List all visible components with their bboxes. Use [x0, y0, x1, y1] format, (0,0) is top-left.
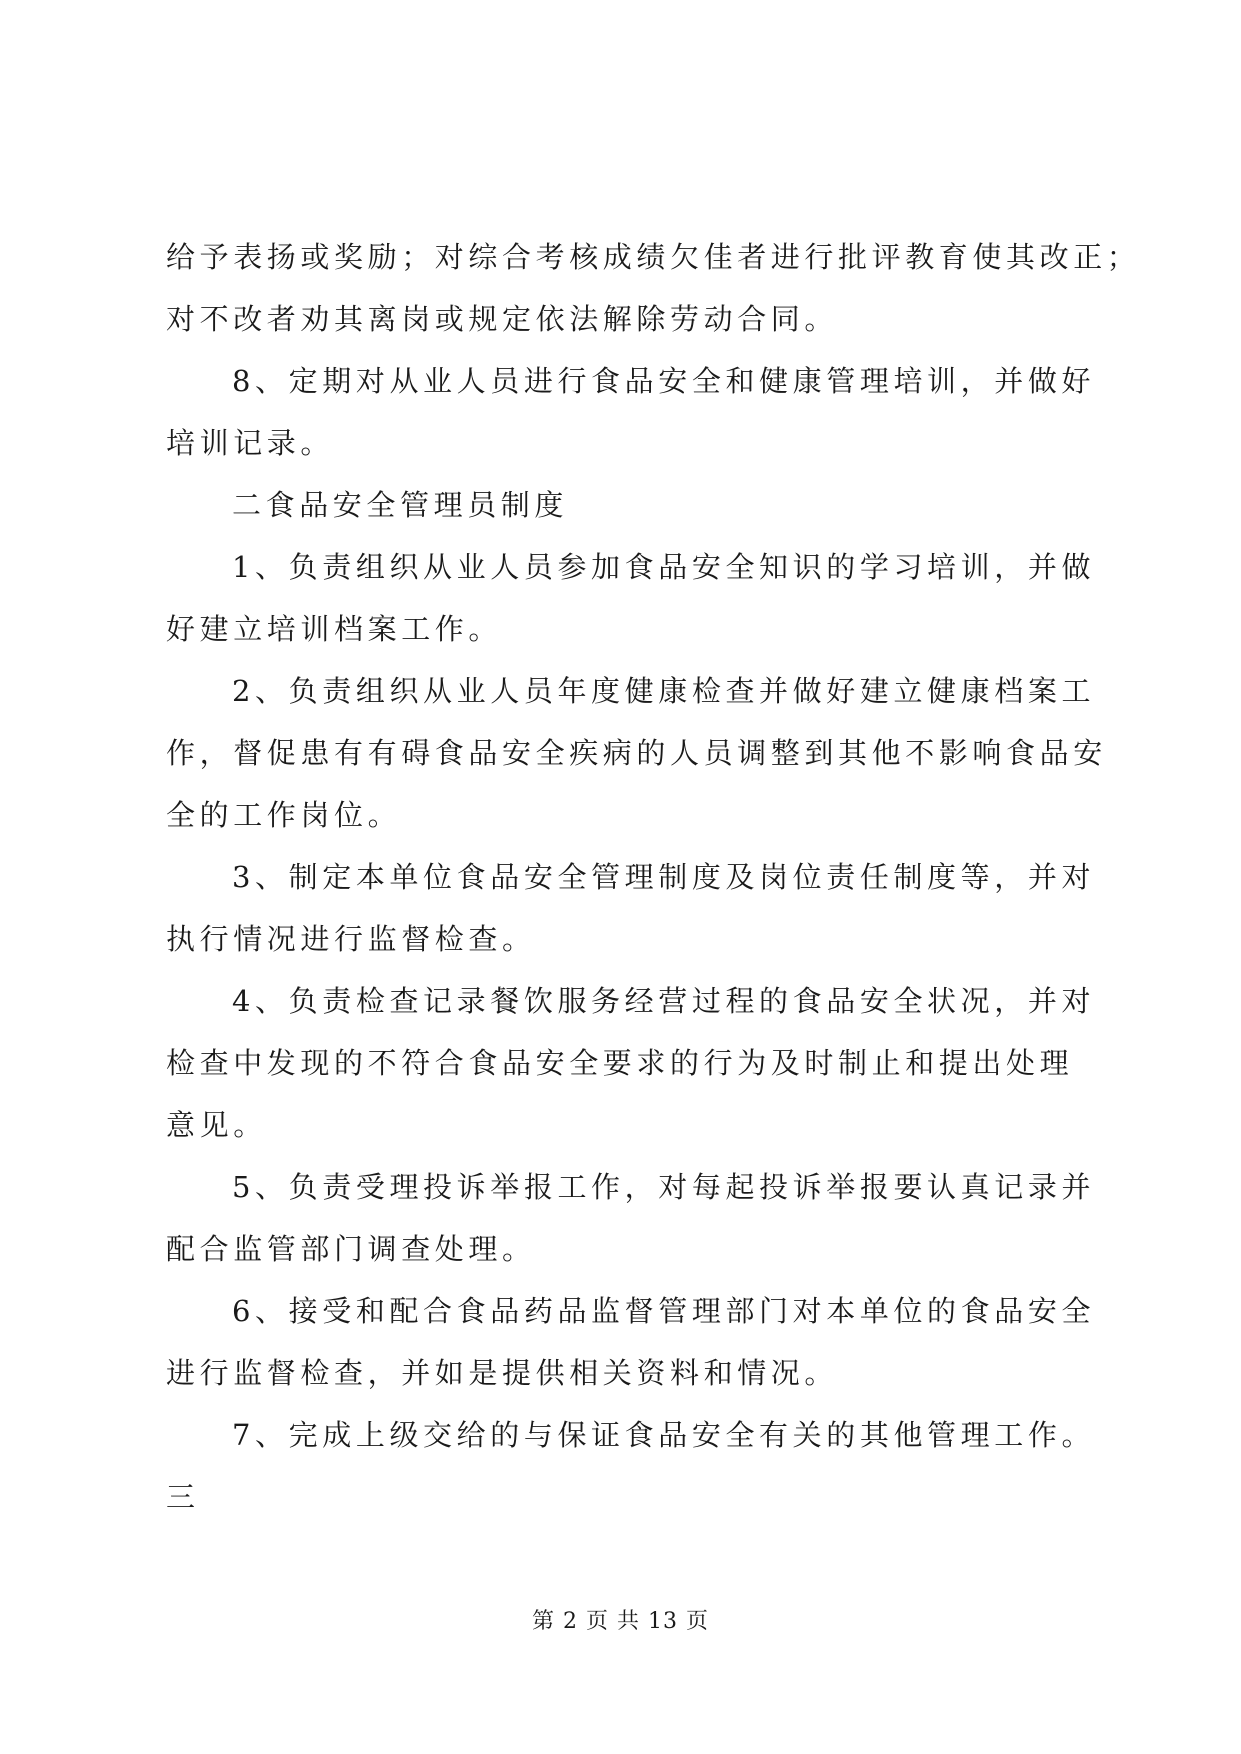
section-heading: 二食品安全管理员制度: [232, 488, 569, 522]
text-line: 检查中发现的不符合食品安全要求的行为及时制止和提出处理: [166, 1046, 1074, 1080]
text-line: 好建立培训档案工作。: [166, 612, 503, 646]
paragraph-item-1: 1、负责组织从业人员参加食品安全知识的学习培训，并做: [232, 550, 1096, 584]
text-line: 对不改者劝其离岗或规定依法解除劳动合同。: [166, 302, 839, 336]
section-heading-partial: 三: [166, 1480, 200, 1514]
paragraph-item-6: 6、接受和配合食品药品监督管理部门对本单位的食品安全: [232, 1294, 1096, 1328]
text-line: 配合监管部门调查处理。: [166, 1232, 536, 1266]
text-line: 执行情况进行监督检查。: [166, 922, 536, 956]
text-line: 培训记录。: [166, 426, 335, 460]
paragraph-item-4: 4、负责检查记录餐饮服务经营过程的食品安全状况，并对: [232, 984, 1096, 1018]
paragraph-item-8: 8、定期对从业人员进行食品安全和健康管理培训，并做好: [232, 364, 1096, 398]
paragraph-item-3: 3、制定本单位食品安全管理制度及岗位责任制度等，并对: [232, 860, 1096, 894]
text-line: 给予表扬或奖励；对综合考核成绩欠佳者进行批评教育使其改正；: [166, 240, 1141, 274]
document-body: [166, 226, 1141, 1528]
paragraph-item-7: 7、完成上级交给的与保证食品安全有关的其他管理工作。: [232, 1418, 1096, 1452]
paragraph-item-2: 2、负责组织从业人员年度健康检查并做好建立健康档案工: [232, 674, 1096, 708]
text-line: 进行监督检查，并如是提供相关资料和情况。: [166, 1356, 839, 1390]
page-footer: 第 2 页 共 13 页: [532, 1609, 709, 1634]
text-line: 全的工作岗位。: [166, 798, 402, 832]
paragraph-item-5: 5、负责受理投诉举报工作，对每起投诉举报要认真记录并: [232, 1170, 1096, 1204]
text-line: 意见。: [166, 1108, 267, 1142]
text-line: 作，督促患有有碍食品安全疾病的人员调整到其他不影响食品安: [166, 736, 1107, 770]
